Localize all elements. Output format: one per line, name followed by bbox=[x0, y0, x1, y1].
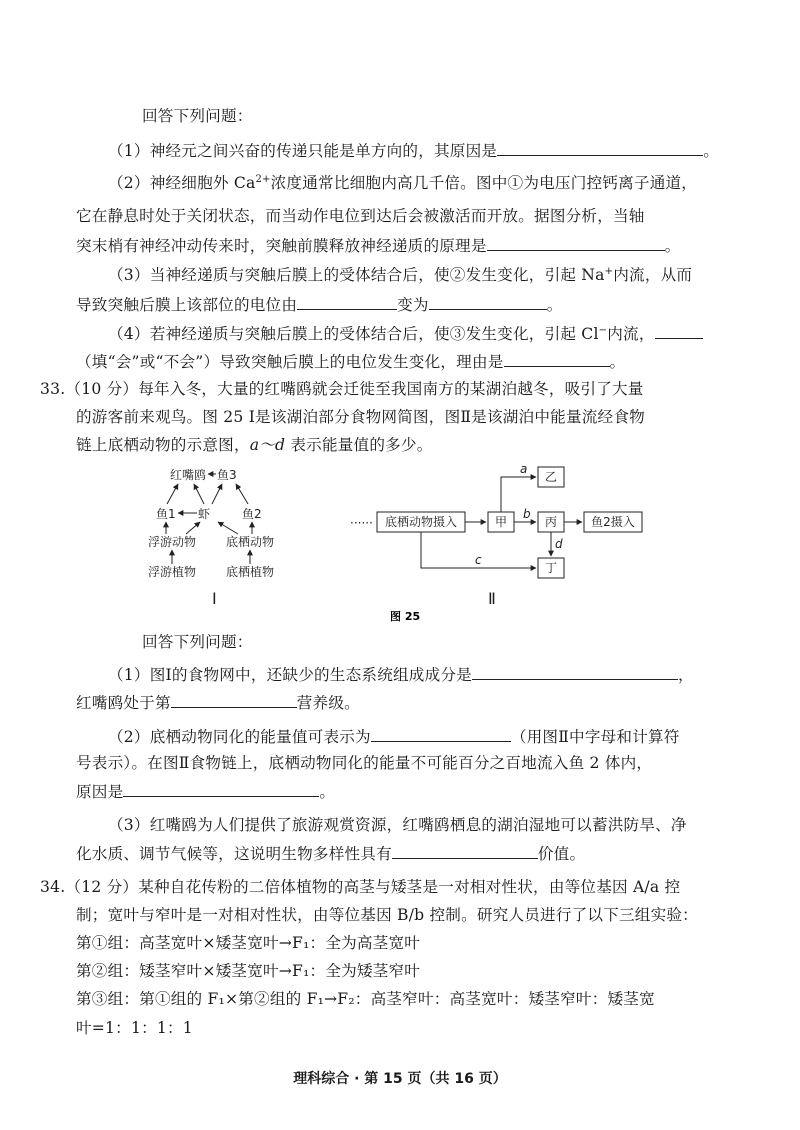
q33-sub1-line1 bbox=[108, 663, 694, 686]
arrow bbox=[186, 522, 200, 534]
question-points: （12 分） bbox=[65, 878, 139, 896]
text: （用图Ⅱ中字母和计算符 bbox=[510, 728, 680, 746]
node-benthic-animal: 底栖动物 bbox=[226, 535, 275, 549]
question-3-line2 bbox=[76, 293, 563, 316]
node-zooplankton: 浮游动物 bbox=[148, 535, 197, 549]
page-footer: 理科综合 · 第 15 页（共 16 页） bbox=[293, 1071, 507, 1087]
question-number: 33. bbox=[40, 380, 66, 398]
figure-caption: 图 25 bbox=[390, 610, 421, 623]
experiment-group-3-line2: 叶=1：1：1：1 bbox=[76, 1019, 193, 1037]
arrow bbox=[218, 522, 238, 534]
question-3-line1 bbox=[108, 264, 692, 286]
question-1 bbox=[108, 139, 719, 162]
question-4-line1 bbox=[108, 322, 703, 345]
letter-b: b bbox=[523, 507, 531, 521]
question-number: （1） bbox=[108, 142, 150, 160]
answer-blank[interactable] bbox=[497, 139, 703, 156]
question-points: （10 分） bbox=[65, 380, 139, 398]
arrow bbox=[212, 484, 222, 504]
punct: 。 bbox=[664, 237, 681, 255]
label-yi: 乙 bbox=[544, 470, 558, 484]
q33-sub2-line3 bbox=[76, 780, 335, 803]
text: 底栖动物同化的能量值可表示为 bbox=[149, 728, 371, 746]
answer-heading: 回答下列问题： bbox=[142, 107, 253, 125]
letter-d: d bbox=[555, 537, 563, 551]
answer-blank[interactable] bbox=[429, 293, 547, 310]
text: 突末梢有神经冲动传来时，突触前膜释放神经递质的原理是 bbox=[76, 237, 487, 255]
text: （填“会”或“不会”）导致突触后膜上的电位发生变化，理由是 bbox=[76, 353, 504, 371]
superscript: − bbox=[598, 324, 608, 336]
node-red-gull: 红嘴鸥 bbox=[170, 468, 207, 482]
q33-sub3-line1 bbox=[108, 814, 687, 836]
text: 链上底栖动物的示意图， bbox=[76, 436, 250, 454]
question-number: （3） bbox=[108, 266, 150, 284]
letter-c: c bbox=[475, 553, 482, 567]
answer-blank[interactable] bbox=[123, 780, 319, 797]
question-2-line1 bbox=[108, 172, 697, 194]
figure-II-label: Ⅱ bbox=[488, 589, 496, 608]
label-bing: 丙 bbox=[544, 515, 558, 529]
text: 每年入冬，大量的红嘴鸥就会迁徙至我国南方的某湖泊越冬，吸引了大量 bbox=[138, 380, 644, 398]
text: 营养级。 bbox=[296, 694, 360, 712]
question-33-line3 bbox=[76, 434, 433, 456]
question-2-line3 bbox=[76, 234, 680, 257]
text: 当神经递质与突触后膜上的受体结合后，使②发生变化，引起 Na bbox=[149, 266, 605, 284]
text: 红嘴鸥为人们提供了旅游观赏资源，红嘴鸥栖息的湖泊湿地可以蓄洪防旱、净 bbox=[149, 816, 687, 834]
answer-blank[interactable] bbox=[392, 842, 538, 859]
node-fish3: 鱼3 bbox=[217, 468, 237, 482]
q33-sub3-line2 bbox=[76, 842, 585, 865]
figure-25 bbox=[140, 462, 720, 632]
answer-blank[interactable] bbox=[655, 322, 703, 339]
question-33-line1 bbox=[40, 378, 644, 400]
flow-diagram-II bbox=[350, 462, 642, 608]
node-fish2: 鱼2 bbox=[242, 507, 262, 521]
question-number: 34. bbox=[40, 878, 66, 896]
food-web-I bbox=[148, 467, 274, 608]
answer-blank[interactable] bbox=[171, 691, 297, 708]
text: 图Ⅰ的食物网中，还缺少的生态系统组成成分是 bbox=[149, 666, 472, 684]
question-number: （1） bbox=[108, 666, 150, 684]
text: 变为 bbox=[397, 296, 429, 314]
q33-sub2-line1 bbox=[108, 725, 680, 748]
superscript: + bbox=[604, 265, 614, 277]
answer-blank[interactable] bbox=[504, 350, 610, 367]
figure-I-label: Ⅰ bbox=[212, 589, 217, 608]
punct: 。 bbox=[546, 296, 563, 314]
question-2-line2: 它在静息时处于关闭状态，而当动作电位到达后会被激活而开放。据图分析，当轴 bbox=[76, 207, 645, 225]
text: 红嘴鸥处于第 bbox=[76, 694, 171, 712]
text: 原因是 bbox=[76, 783, 124, 801]
answer-blank[interactable] bbox=[487, 234, 665, 251]
question-33-line2: 的游客前来观鸟。图 25 Ⅰ是该湖泊部分食物网简图，图Ⅱ是该湖泊中能量流经食物 bbox=[76, 408, 645, 426]
letter-a: a bbox=[520, 462, 528, 476]
node-shrimp: 虾 bbox=[198, 507, 211, 521]
text: 某种自花传粉的二倍体植物的高茎与矮茎是一对相对性状，由等位基因 A/a 控 bbox=[138, 878, 681, 896]
answer-blank[interactable] bbox=[371, 725, 511, 742]
answer-heading: 回答下列问题： bbox=[142, 633, 253, 651]
superscript: 2+ bbox=[255, 173, 271, 185]
arrow bbox=[236, 484, 248, 504]
experiment-group-3-line1: 第③组：第①组的 F₁×第②组的 F₁→F₂：高茎窄叶：高茎宽叶：矮茎窄叶：矮茎宽 bbox=[76, 990, 655, 1008]
experiment-group-2: 第②组：矮茎窄叶×矮茎宽叶→F₁：全为矮茎窄叶 bbox=[76, 962, 421, 980]
label-ding: 丁 bbox=[544, 561, 558, 575]
question-number: （4） bbox=[108, 325, 150, 343]
punct: 。 bbox=[319, 783, 336, 801]
question-4-line2 bbox=[76, 350, 625, 373]
text: 化水质、调节气候等，这说明生物多样性具有 bbox=[76, 845, 392, 863]
question-number: （2） bbox=[108, 174, 150, 192]
question-34-line1 bbox=[40, 876, 680, 898]
experiment-group-1: 第①组：高茎宽叶×矮茎宽叶→F₁：全为高茎宽叶 bbox=[76, 934, 421, 952]
question-34-line2: 制；宽叶与窄叶是一对相对性状，由等位基因 B/b 控制。研究人员进行了以下三组实验： bbox=[76, 906, 698, 924]
arrow bbox=[167, 484, 178, 504]
answer-blank[interactable] bbox=[472, 663, 678, 680]
question-number: （3） bbox=[108, 816, 150, 834]
text: 内流，从而 bbox=[613, 266, 693, 284]
text: 内流， bbox=[607, 325, 655, 343]
q33-sub2-line2: 号表示）。在图Ⅱ食物链上，底栖动物同化的能量不可能百分之百地流入鱼 2 体内， bbox=[76, 754, 653, 772]
q33-sub1-line2 bbox=[76, 691, 360, 714]
text: 价值。 bbox=[537, 845, 586, 863]
label-jia: 甲 bbox=[494, 515, 508, 529]
flow-dots: ······ bbox=[350, 516, 373, 530]
text: 浓度通常比细胞内高几千倍。图中①为电压门控钙离子通道， bbox=[270, 174, 698, 192]
punct: ， bbox=[677, 666, 694, 684]
text: 导致突触后膜上该部位的电位由 bbox=[76, 296, 298, 314]
arrow-a bbox=[501, 477, 536, 512]
answer-blank[interactable] bbox=[297, 293, 397, 310]
punct: 。 bbox=[703, 142, 719, 160]
label-benthic-intake: 底栖动物摄入 bbox=[384, 515, 458, 529]
node-phytoplankton: 浮游植物 bbox=[148, 565, 197, 579]
node-fish1: 鱼1 bbox=[156, 507, 176, 521]
question-text: 神经元之间兴奋的传递只能是单方向的，其原因是 bbox=[149, 142, 498, 160]
text: 表示能量值的多少。 bbox=[285, 436, 433, 454]
label-fish2-intake: 鱼2摄入 bbox=[591, 515, 635, 529]
question-number: （2） bbox=[108, 728, 150, 746]
text: 若神经递质与突触后膜上的受体结合后，使③发生变化，引起 Cl bbox=[149, 325, 599, 343]
punct: 。 bbox=[609, 353, 626, 371]
text: 神经细胞外 Ca bbox=[149, 174, 256, 192]
node-benthic-plant: 底栖植物 bbox=[226, 565, 275, 579]
arrow bbox=[194, 484, 204, 504]
variable: a～d bbox=[249, 436, 286, 454]
